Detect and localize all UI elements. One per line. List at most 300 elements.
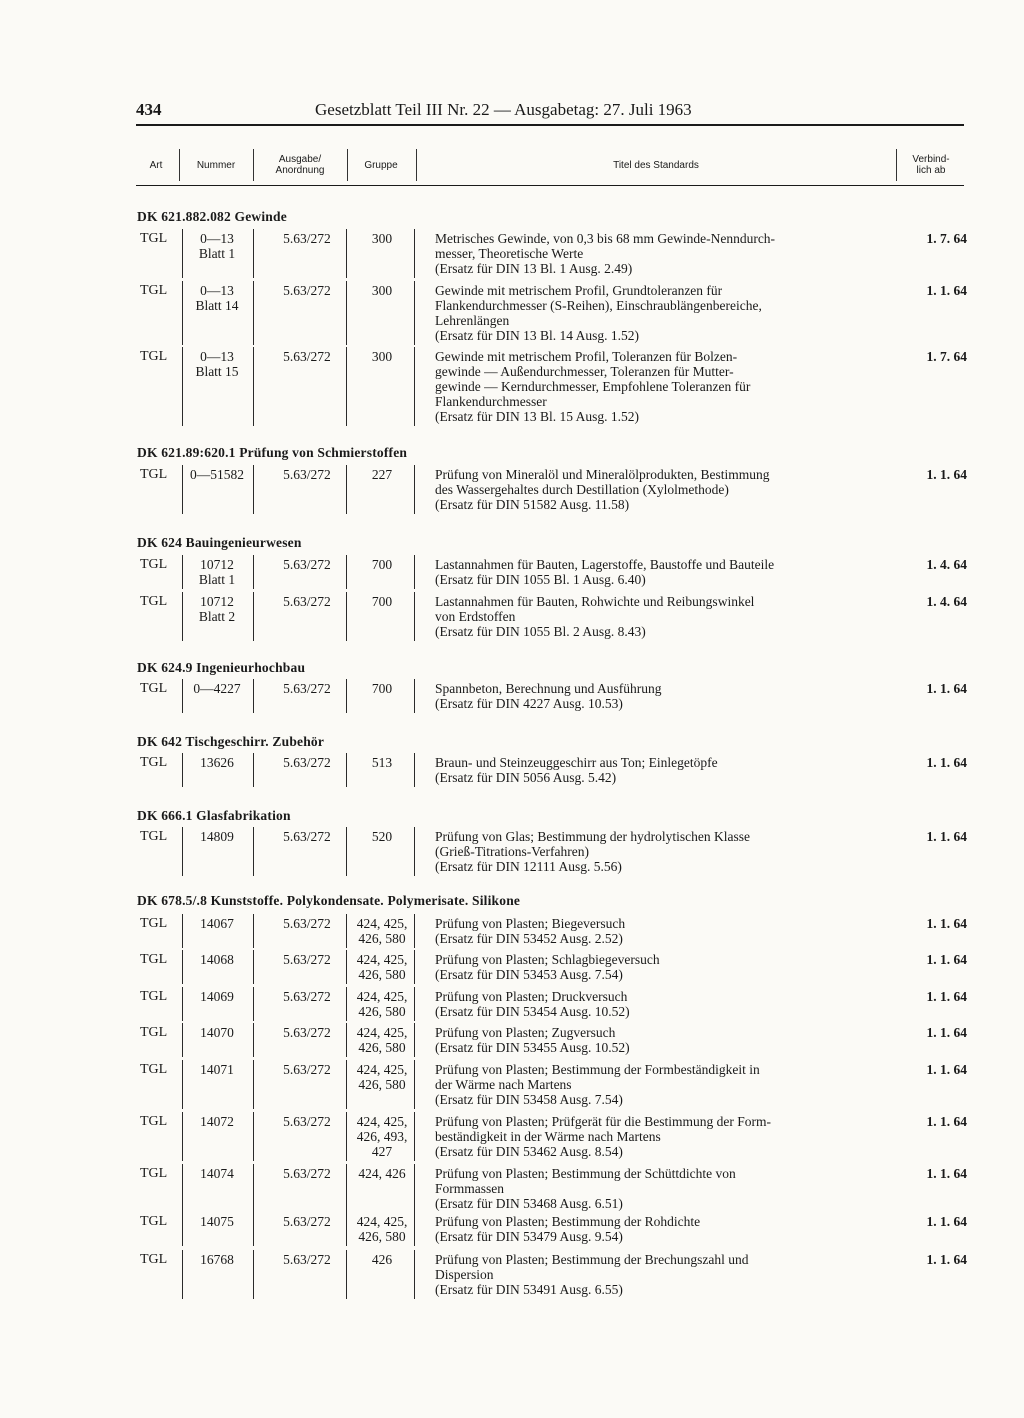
- nummer-cell: [182, 1166, 252, 1181]
- verbindlich-cell: 1. 1. 64: [926, 1252, 967, 1267]
- col-titel: Titel des Standards: [613, 160, 699, 171]
- section-heading: DK 621.89:620.1 Prüfung von Schmierstoffen: [137, 445, 408, 460]
- gruppe-cell: [352, 1025, 412, 1055]
- column-rule: [253, 753, 254, 787]
- column-rule: [182, 347, 183, 426]
- gruppe-cell: [352, 989, 412, 1019]
- gruppe-cell: [352, 557, 412, 572]
- ausgabe-cell: 5.63/272: [283, 916, 331, 931]
- column-rule: [182, 1250, 183, 1299]
- nummer-line: 14070: [200, 1025, 234, 1040]
- gruppe-line: 424, 425,: [356, 1062, 408, 1077]
- nummer-cell: [182, 1214, 252, 1229]
- column-rule: [182, 987, 183, 1021]
- column-rule: [414, 465, 415, 514]
- ausgabe-cell: 5.63/272: [283, 1214, 331, 1229]
- gruppe-cell: [352, 1252, 412, 1267]
- gruppe-line: 513: [371, 755, 393, 770]
- column-rule: [414, 1212, 415, 1246]
- titel-cell: [435, 952, 891, 982]
- titel-line: Braun- und Steinzeuggeschirr aus Ton; Einlegetöpfe: [435, 755, 718, 770]
- titel-line: Gewinde mit metrischem Profil, Grundtoleranzen für: [435, 283, 723, 298]
- titel-cell: [435, 283, 891, 343]
- verbindlich-cell: 1. 4. 64: [926, 594, 967, 609]
- column-rule: [182, 1164, 183, 1213]
- gruppe-cell: [352, 755, 412, 770]
- ausgabe-cell: 5.63/272: [283, 1062, 331, 1077]
- titel-line: Spannbeton, Berechnung und Ausführung: [435, 681, 662, 696]
- col-verbindlich-1: Verbind-: [912, 154, 950, 165]
- nummer-cell: [182, 916, 252, 931]
- section-heading: DK 642 Tischgeschirr. Zubehör: [137, 734, 325, 749]
- column-rule: [346, 987, 347, 1021]
- column-rule: [414, 987, 415, 1021]
- art-cell: TGL: [140, 557, 168, 572]
- gruppe-cell: [352, 681, 412, 696]
- titel-line: von Erdstoffen: [435, 609, 516, 624]
- titel-line: (Ersatz für DIN 13 Bl. 15 Ausg. 1.52): [435, 409, 639, 424]
- column-rule: [253, 1164, 254, 1213]
- column-rule: [182, 281, 183, 345]
- column-rule: [346, 753, 347, 787]
- column-rule: [414, 229, 415, 278]
- gruppe-cell: [352, 231, 412, 246]
- verbindlich-cell: 1. 4. 64: [926, 557, 967, 572]
- titel-cell: [435, 916, 891, 946]
- titel-cell: [435, 989, 891, 1019]
- gruppe-cell: [352, 594, 412, 609]
- column-rule: [414, 347, 415, 426]
- gruppe-line: 700: [371, 557, 393, 572]
- titel-line: Lastannahmen für Bauten, Lagerstoffe, Baustoffe und Bauteile: [435, 557, 775, 572]
- column-rule: [414, 827, 415, 876]
- art-cell: TGL: [140, 755, 168, 770]
- nummer-cell: [182, 467, 252, 482]
- nummer-cell: [182, 283, 252, 313]
- nummer-cell: [182, 681, 252, 696]
- ausgabe-cell: 5.63/272: [283, 467, 331, 482]
- titel-line: Prüfung von Plasten; Biegeversuch: [435, 916, 626, 931]
- art-cell: TGL: [140, 1025, 168, 1040]
- column-rule: [182, 1112, 183, 1161]
- gruppe-line: 300: [371, 349, 393, 364]
- nummer-cell: [182, 594, 252, 624]
- verbindlich-cell: 1. 7. 64: [926, 349, 967, 364]
- column-rule: [253, 1060, 254, 1109]
- gruppe-line: 700: [371, 594, 393, 609]
- column-rule: [253, 229, 254, 278]
- titel-line: Lehrenlängen: [435, 313, 510, 328]
- column-header-rule: [136, 185, 964, 186]
- column-rule: [346, 555, 347, 589]
- gruppe-cell: [352, 916, 412, 946]
- titel-line: (Ersatz für DIN 53458 Ausg. 7.54): [435, 1092, 623, 1107]
- column-rule: [253, 555, 254, 589]
- nummer-line: 10712: [200, 594, 234, 609]
- nummer-line: 14068: [200, 952, 234, 967]
- gruppe-line: 426, 580: [358, 967, 406, 982]
- art-cell: TGL: [140, 952, 168, 967]
- column-rule: [253, 914, 254, 948]
- nummer-cell: [182, 989, 252, 1004]
- gruppe-line: 520: [371, 829, 393, 844]
- titel-line: (Ersatz für DIN 53468 Ausg. 6.51): [435, 1196, 623, 1211]
- gruppe-line: 227: [371, 467, 393, 482]
- titel-line: (Ersatz für DIN 53491 Ausg. 6.55): [435, 1282, 623, 1297]
- column-rule: [414, 1060, 415, 1109]
- art-cell: TGL: [140, 681, 168, 696]
- column-header: [136, 143, 964, 185]
- nummer-cell: [182, 755, 252, 770]
- column-rule: [253, 347, 254, 426]
- gruppe-cell: [352, 952, 412, 982]
- col-nummer: Nummer: [196, 160, 236, 171]
- column-rule: [253, 281, 254, 345]
- titel-line: Metrisches Gewinde, von 0,3 bis 68 mm Gewinde-Nenndurch-: [435, 231, 776, 246]
- column-rule: [182, 1023, 183, 1057]
- titel-line: Prüfung von Plasten; Bestimmung der Schüttdichte von: [435, 1166, 736, 1181]
- titel-line: gewinde — Außendurchmesser, Toleranzen für Mutter-: [435, 364, 734, 379]
- gruppe-line: 426, 580: [358, 1229, 406, 1244]
- titel-line: (Ersatz für DIN 51582 Ausg. 11.58): [435, 497, 630, 512]
- verbindlich-cell: 1. 1. 64: [926, 989, 967, 1004]
- titel-line: Flankendurchmesser: [435, 394, 547, 409]
- titel-line: Flankendurchmesser (S-Reihen), Einschraublängenbereiche,: [435, 298, 762, 313]
- column-rule: [182, 1212, 183, 1246]
- gruppe-cell: [352, 1166, 412, 1181]
- titel-line: (Ersatz für DIN 1055 Bl. 1 Ausg. 6.40): [435, 572, 646, 587]
- titel-line: Prüfung von Mineralöl und Mineralölprodukten, Bestimmung: [435, 467, 770, 482]
- gruppe-cell: [352, 283, 412, 298]
- column-rule: [414, 1023, 415, 1057]
- art-cell: TGL: [140, 1114, 168, 1129]
- titel-line: (Ersatz für DIN 53454 Ausg. 10.52): [435, 1004, 630, 1019]
- titel-line: Gewinde mit metrischem Profil, Toleranzen für Bolzen-: [435, 349, 738, 364]
- column-rule: [346, 229, 347, 278]
- titel-line: Prüfung von Plasten; Bestimmung der Brechungszahl und: [435, 1252, 749, 1267]
- titel-line: Lastannahmen für Bauten, Rohwichte und Reibungswinkel: [435, 594, 755, 609]
- art-cell: TGL: [140, 1252, 168, 1267]
- nummer-cell: [182, 1114, 252, 1129]
- nummer-line: Blatt 2: [198, 609, 236, 624]
- column-rule: [182, 827, 183, 876]
- verbindlich-cell: 1. 1. 64: [926, 467, 967, 482]
- column-rule: [182, 753, 183, 787]
- ausgabe-cell: 5.63/272: [283, 1114, 331, 1129]
- titel-cell: [435, 1025, 891, 1055]
- column-rule: [253, 1112, 254, 1161]
- column-rule: [346, 1060, 347, 1109]
- nummer-line: 14075: [200, 1214, 234, 1229]
- column-rule: [253, 1212, 254, 1246]
- nummer-cell: [182, 231, 252, 261]
- gruppe-cell: [352, 467, 412, 482]
- gruppe-cell: [352, 1114, 412, 1159]
- ausgabe-cell: 5.63/272: [283, 594, 331, 609]
- col-gruppe: Gruppe: [364, 160, 398, 171]
- titel-cell: [435, 681, 891, 711]
- ausgabe-cell: 5.63/272: [283, 349, 331, 364]
- verbindlich-cell: 1. 1. 64: [926, 1025, 967, 1040]
- column-rule: [253, 592, 254, 641]
- column-rule: [346, 679, 347, 713]
- column-rule: [182, 229, 183, 278]
- nummer-line: 0—4227: [193, 681, 241, 696]
- column-rule: [414, 555, 415, 589]
- col-divider: [416, 149, 417, 181]
- titel-cell: [435, 1166, 891, 1211]
- titel-cell: [435, 1114, 891, 1159]
- titel-line: (Ersatz für DIN 5056 Ausg. 5.42): [435, 770, 617, 785]
- titel-line: (Ersatz für DIN 1055 Bl. 2 Ausg. 8.43): [435, 624, 646, 639]
- gruppe-line: 424, 425,: [356, 1214, 408, 1229]
- verbindlich-cell: 1. 1. 64: [926, 755, 967, 770]
- art-cell: TGL: [140, 916, 168, 931]
- nummer-line: Blatt 1: [198, 246, 236, 261]
- titel-line: (Ersatz für DIN 53462 Ausg. 8.54): [435, 1144, 623, 1159]
- nummer-cell: [182, 557, 252, 587]
- titel-line: (Ersatz für DIN 12111 Ausg. 5.56): [435, 859, 622, 874]
- titel-line: Prüfung von Plasten; Bestimmung der Formbeständigkeit in: [435, 1062, 760, 1077]
- nummer-cell: [182, 1025, 252, 1040]
- ausgabe-cell: 5.63/272: [283, 755, 331, 770]
- titel-line: (Ersatz für DIN 53479 Ausg. 9.54): [435, 1229, 623, 1244]
- nummer-line: Blatt 1: [198, 572, 236, 587]
- titel-cell: [435, 1062, 891, 1107]
- titel-cell: [435, 231, 891, 276]
- gruppe-line: 300: [371, 231, 393, 246]
- page-header: [136, 100, 962, 124]
- section-heading: DK 621.882.082 Gewinde: [137, 209, 287, 224]
- col-ausgabe-2: Anordnung: [275, 165, 325, 176]
- verbindlich-cell: 1. 1. 64: [926, 952, 967, 967]
- column-rule: [182, 679, 183, 713]
- art-cell: TGL: [140, 829, 168, 844]
- verbindlich-cell: 1. 1. 64: [926, 681, 967, 696]
- column-rule: [182, 555, 183, 589]
- nummer-line: 0—13: [200, 231, 234, 246]
- nummer-line: 14074: [200, 1166, 234, 1181]
- nummer-cell: [182, 1062, 252, 1077]
- titel-cell: [435, 467, 891, 512]
- gruppe-line: 426, 580: [358, 1004, 406, 1019]
- column-rule: [346, 1112, 347, 1161]
- nummer-line: 16768: [200, 1252, 234, 1267]
- column-rule: [182, 1060, 183, 1109]
- ausgabe-cell: 5.63/272: [283, 1166, 331, 1181]
- ausgabe-cell: 5.63/272: [283, 681, 331, 696]
- column-rule: [414, 679, 415, 713]
- nummer-line: Blatt 15: [195, 364, 239, 379]
- nummer-line: 14809: [200, 829, 234, 844]
- column-rule: [182, 914, 183, 948]
- column-rule: [346, 465, 347, 514]
- art-cell: TGL: [140, 989, 168, 1004]
- nummer-line: 14072: [200, 1114, 234, 1129]
- ausgabe-cell: 5.63/272: [283, 1252, 331, 1267]
- titel-line: der Wärme nach Martens: [435, 1077, 572, 1092]
- titel-line: (Ersatz für DIN 53453 Ausg. 7.54): [435, 967, 623, 982]
- titel-line: Prüfung von Plasten; Bestimmung der Rohdichte: [435, 1214, 701, 1229]
- column-rule: [414, 914, 415, 948]
- verbindlich-cell: 1. 1. 64: [926, 1114, 967, 1129]
- verbindlich-cell: 1. 1. 64: [926, 916, 967, 931]
- ausgabe-cell: 5.63/272: [283, 829, 331, 844]
- section-heading: DK 624 Bauingenieurwesen: [137, 535, 302, 550]
- titel-cell: [435, 349, 891, 424]
- art-cell: TGL: [140, 231, 168, 246]
- gruppe-line: 424, 425,: [356, 1025, 408, 1040]
- nummer-line: 14067: [200, 916, 234, 931]
- art-cell: TGL: [140, 1166, 168, 1181]
- column-rule: [346, 950, 347, 984]
- titel-line: des Wassergehaltes durch Destillation (Xylolmethode): [435, 482, 729, 497]
- gruppe-line: 426, 580: [358, 931, 406, 946]
- gruppe-cell: [352, 829, 412, 844]
- titel-line: (Ersatz für DIN 13 Bl. 1 Ausg. 2.49): [435, 261, 633, 276]
- column-rule: [414, 1112, 415, 1161]
- gruppe-line: 424, 425,: [356, 952, 408, 967]
- column-rule: [346, 347, 347, 426]
- gruppe-line: 424, 425,: [356, 989, 408, 1004]
- ausgabe-cell: 5.63/272: [283, 557, 331, 572]
- nummer-line: 13626: [200, 755, 234, 770]
- nummer-line: 0—51582: [190, 467, 244, 482]
- ausgabe-cell: 5.63/272: [283, 989, 331, 1004]
- column-rule: [346, 1023, 347, 1057]
- nummer-line: 14069: [200, 989, 234, 1004]
- gruppe-cell: [352, 349, 412, 364]
- verbindlich-cell: 1. 7. 64: [926, 231, 967, 246]
- section-heading: DK 666.1 Glasfabrikation: [137, 808, 291, 823]
- column-rule: [253, 950, 254, 984]
- column-rule: [253, 827, 254, 876]
- titel-line: (Grieß-Titrations-Verfahren): [435, 844, 589, 859]
- gruppe-line: 426: [371, 1252, 393, 1267]
- gruppe-line: 427: [371, 1144, 393, 1159]
- titel-line: Prüfung von Plasten; Zugversuch: [435, 1025, 616, 1040]
- gruppe-line: 426, 493,: [356, 1129, 408, 1144]
- column-rule: [414, 281, 415, 345]
- column-rule: [346, 592, 347, 641]
- col-ausgabe-1: Ausgabe/: [278, 154, 322, 165]
- gruppe-line: 700: [371, 681, 393, 696]
- titel-line: Prüfung von Plasten; Schlagbiegeversuch: [435, 952, 660, 967]
- col-art: Art: [149, 160, 163, 171]
- col-divider: [896, 149, 897, 181]
- art-cell: TGL: [140, 467, 168, 482]
- titel-line: Dispersion: [435, 1267, 494, 1282]
- column-rule: [182, 465, 183, 514]
- gruppe-line: 426, 580: [358, 1040, 406, 1055]
- ausgabe-cell: 5.63/272: [283, 283, 331, 298]
- art-cell: TGL: [140, 1214, 168, 1229]
- column-rule: [253, 987, 254, 1021]
- nummer-line: 14071: [200, 1062, 234, 1077]
- column-rule: [414, 1164, 415, 1213]
- col-verbindlich-2: lich ab: [916, 165, 946, 176]
- art-cell: TGL: [140, 349, 168, 364]
- ausgabe-cell: 5.63/272: [283, 1025, 331, 1040]
- art-cell: TGL: [140, 594, 168, 609]
- gruppe-line: 424, 425,: [356, 916, 408, 931]
- gruppe-cell: [352, 1214, 412, 1244]
- art-cell: TGL: [140, 1062, 168, 1077]
- column-rule: [346, 914, 347, 948]
- titel-cell: [435, 755, 891, 785]
- nummer-line: 10712: [200, 557, 234, 572]
- page-number: 434: [136, 100, 162, 119]
- titel-line: (Ersatz für DIN 53452 Ausg. 2.52): [435, 931, 623, 946]
- column-rule: [253, 1023, 254, 1057]
- column-rule: [253, 1250, 254, 1299]
- nummer-cell: [182, 829, 252, 844]
- titel-line: (Ersatz für DIN 4227 Ausg. 10.53): [435, 696, 623, 711]
- nummer-cell: [182, 349, 252, 379]
- titel-line: Prüfung von Plasten; Prüfgerät für die Bestimmung der Form-: [435, 1114, 771, 1129]
- column-rule: [346, 1250, 347, 1299]
- column-rule: [182, 950, 183, 984]
- ausgabe-cell: 5.63/272: [283, 231, 331, 246]
- verbindlich-cell: 1. 1. 64: [926, 1214, 967, 1229]
- column-rule: [346, 827, 347, 876]
- section-heading: DK 624.9 Ingenieurhochbau: [137, 660, 306, 675]
- gruppe-line: 424, 425,: [356, 1114, 408, 1129]
- verbindlich-cell: 1. 1. 64: [926, 1166, 967, 1181]
- column-rule: [414, 1250, 415, 1299]
- gruppe-line: 424, 426: [358, 1166, 406, 1181]
- header-rule: [136, 124, 964, 126]
- titel-cell: [435, 829, 891, 874]
- titel-line: (Ersatz für DIN 13 Bl. 14 Ausg. 1.52): [435, 328, 639, 343]
- gruppe-line: 426, 580: [358, 1077, 406, 1092]
- column-rule: [182, 592, 183, 641]
- titel-line: Formmassen: [435, 1181, 504, 1196]
- gruppe-cell: [352, 1062, 412, 1092]
- verbindlich-cell: 1. 1. 64: [926, 1062, 967, 1077]
- column-rule: [346, 1212, 347, 1246]
- nummer-line: Blatt 14: [195, 298, 239, 313]
- art-cell: TGL: [140, 283, 168, 298]
- nummer-line: 0—13: [200, 349, 234, 364]
- titel-cell: [435, 1252, 891, 1297]
- titel-line: (Ersatz für DIN 53455 Ausg. 10.52): [435, 1040, 630, 1055]
- titel-cell: [435, 1214, 891, 1244]
- gruppe-line: 300: [371, 283, 393, 298]
- titel-line: gewinde — Kerndurchmesser, Empfohlene Toleranzen für: [435, 379, 751, 394]
- column-rule: [414, 753, 415, 787]
- titel-cell: [435, 594, 891, 639]
- titel-line: Prüfung von Glas; Bestimmung der hydrolytischen Klasse: [435, 829, 750, 844]
- titel-line: messer, Theoretische Werte: [435, 246, 584, 261]
- titel-line: beständigkeit in der Wärme nach Martens: [435, 1129, 661, 1144]
- verbindlich-cell: 1. 1. 64: [926, 283, 967, 298]
- section-heading: DK 678.5/.8 Kunststoffe. Polykondensate. Polymerisate. Silikone: [137, 893, 521, 908]
- nummer-line: 0—13: [200, 283, 234, 298]
- nummer-cell: [182, 1252, 252, 1267]
- column-rule: [253, 465, 254, 514]
- column-rule: [414, 950, 415, 984]
- titel-line: Prüfung von Plasten; Druckversuch: [435, 989, 628, 1004]
- nummer-cell: [182, 952, 252, 967]
- verbindlich-cell: 1. 1. 64: [926, 829, 967, 844]
- page-title: Gesetzblatt Teil III Nr. 22 — Ausgabetag: 27. Juli 1963: [315, 100, 692, 119]
- ausgabe-cell: 5.63/272: [283, 952, 331, 967]
- column-rule: [414, 592, 415, 641]
- column-rule: [346, 281, 347, 345]
- titel-cell: [435, 557, 891, 587]
- column-rule: [346, 1164, 347, 1213]
